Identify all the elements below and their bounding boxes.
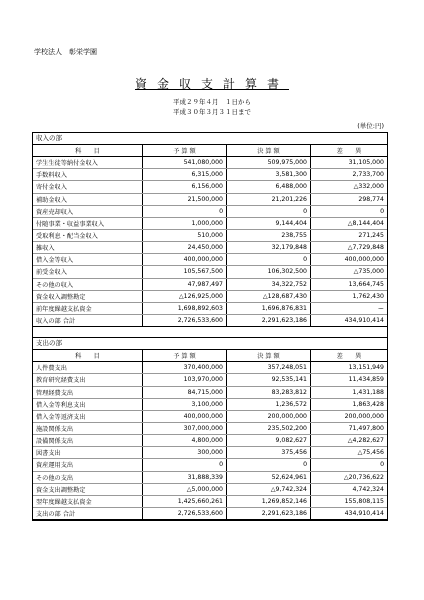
income-diff-cell: 2,733,700 xyxy=(311,169,388,181)
expense-section-label: 支出の部 xyxy=(33,338,387,350)
expense-item-cell: 資金支出調整勘定 xyxy=(33,483,143,495)
expense-row xyxy=(33,386,387,398)
expense-item-cell: 人件費支出 xyxy=(33,362,143,374)
expense-budget-cell: 103,970,000 xyxy=(143,374,227,386)
income-actual-cell: 1,696,876,831 xyxy=(227,302,311,314)
income-actual-cell: 238,755 xyxy=(227,229,311,241)
expense-item-cell: 借入金等利息支出 xyxy=(33,398,143,410)
income-diff-cell: 400,000,000 xyxy=(311,254,388,266)
expense-row xyxy=(33,398,387,410)
income-budget-cell: 400,000,000 xyxy=(143,254,227,266)
income-budget-cell: 1,000,000 xyxy=(143,217,227,229)
income-row xyxy=(33,169,387,181)
expense-item-cell: その他の支出 xyxy=(33,471,143,483)
expense-budget-cell: △5,000,000 xyxy=(143,483,227,495)
income-actual-cell: 509,975,000 xyxy=(227,157,311,169)
income-item-cell: 借入金等収入 xyxy=(33,254,143,266)
income-diff-cell: 298,774 xyxy=(311,193,388,205)
income-item-cell: 資金収入調整勘定 xyxy=(33,290,143,302)
expense-actual-cell: 83,283,812 xyxy=(227,386,311,398)
income-row xyxy=(33,278,387,290)
expense-row xyxy=(33,362,387,374)
income-diff-cell: 31,105,000 xyxy=(311,157,388,169)
expense-budget-cell: 31,888,339 xyxy=(143,471,227,483)
expense-total-actual: 2,291,623,186 xyxy=(227,507,311,519)
income-diff-cell: ー xyxy=(311,302,388,314)
income-budget-cell: 6,315,000 xyxy=(143,169,227,181)
income-budget-cell: 105,567,500 xyxy=(143,266,227,278)
expense-total-budget: 2,726,533,600 xyxy=(143,507,227,519)
expense-header-row xyxy=(33,350,387,362)
income-budget-cell: 541,080,000 xyxy=(143,157,227,169)
expense-item-cell: 借入金等返済支出 xyxy=(33,410,143,422)
income-row xyxy=(33,266,387,278)
income-actual-cell: 0 xyxy=(227,205,311,217)
expense-budget-cell: 0 xyxy=(143,459,227,471)
income-budget-cell: 47,987,497 xyxy=(143,278,227,290)
expense-row xyxy=(33,459,387,471)
income-total-diff: 434,910,414 xyxy=(311,314,388,326)
income-row xyxy=(33,217,387,229)
header-diff: 差 異 xyxy=(311,145,388,157)
income-item-cell: 学生生徒等納付金収入 xyxy=(33,157,143,169)
expense-actual-cell: 0 xyxy=(227,459,311,471)
income-diff-cell: △735,000 xyxy=(311,266,388,278)
income-item-cell: 受取利息・配当金収入 xyxy=(33,229,143,241)
income-actual-cell: △128,687,430 xyxy=(227,290,311,302)
header-item: 科 目 xyxy=(33,350,143,362)
income-section-label: 収入の部 xyxy=(33,133,387,145)
expense-diff-cell: 1,863,428 xyxy=(311,398,388,410)
income-item-cell: 前受金収入 xyxy=(33,266,143,278)
expense-table xyxy=(33,350,387,520)
income-budget-cell: 6,156,000 xyxy=(143,181,227,193)
expense-row xyxy=(33,435,387,447)
expense-actual-cell: 200,000,000 xyxy=(227,410,311,422)
expense-budget-cell: 307,000,000 xyxy=(143,422,227,434)
income-row xyxy=(33,193,387,205)
expense-diff-cell: 71,497,800 xyxy=(311,422,388,434)
income-actual-cell: 32,179,848 xyxy=(227,242,311,254)
income-actual-cell: 9,144,404 xyxy=(227,217,311,229)
income-actual-cell: 0 xyxy=(227,254,311,266)
income-row xyxy=(33,181,387,193)
expense-diff-cell: △75,456 xyxy=(311,447,388,459)
income-header-row xyxy=(33,145,387,157)
income-diff-cell: △332,000 xyxy=(311,181,388,193)
income-actual-cell: 3,581,300 xyxy=(227,169,311,181)
income-diff-cell: △8,144,404 xyxy=(311,217,388,229)
expense-actual-cell: 1,236,572 xyxy=(227,398,311,410)
expense-budget-cell: 84,715,000 xyxy=(143,386,227,398)
income-item-cell: その他の収入 xyxy=(33,278,143,290)
expense-row xyxy=(33,483,387,495)
expense-actual-cell: 9,082,627 xyxy=(227,435,311,447)
expense-row xyxy=(33,495,387,507)
expense-diff-cell: 200,000,000 xyxy=(311,410,388,422)
header-diff: 差 異 xyxy=(311,350,388,362)
period-to: 平成３０年３月３１日まで xyxy=(173,108,251,116)
income-budget-cell: 0 xyxy=(143,205,227,217)
income-item-cell: 前年度繰越支払資金 xyxy=(33,302,143,314)
expense-diff-cell: 11,434,859 xyxy=(311,374,388,386)
expense-total-diff: 434,910,414 xyxy=(311,507,388,519)
income-item-cell: 手数料収入 xyxy=(33,169,143,181)
income-actual-cell: 34,322,752 xyxy=(227,278,311,290)
expense-item-cell: 設備関係支出 xyxy=(33,435,143,447)
expense-actual-cell: 357,248,051 xyxy=(227,362,311,374)
income-actual-cell: 106,302,500 xyxy=(227,266,311,278)
income-row xyxy=(33,157,387,169)
expense-item-cell: 図書支出 xyxy=(33,447,143,459)
organization-name: 学校法人 彰栄学園 xyxy=(34,48,97,56)
document-title: 資金収支計算書 xyxy=(134,77,289,91)
income-total-row xyxy=(33,314,387,326)
income-diff-cell: 0 xyxy=(311,205,388,217)
income-budget-cell: △126,925,000 xyxy=(143,290,227,302)
expense-item-cell: 教育研究経費支出 xyxy=(33,374,143,386)
expense-budget-cell: 400,000,000 xyxy=(143,410,227,422)
expense-item-cell: 翌年度繰越支払資金 xyxy=(33,495,143,507)
income-budget-cell: 1,698,892,603 xyxy=(143,302,227,314)
section-gap xyxy=(33,327,387,338)
income-diff-cell: 1,762,430 xyxy=(311,290,388,302)
income-budget-cell: 510,000 xyxy=(143,229,227,241)
income-item-cell: 雑収入 xyxy=(33,242,143,254)
expense-row xyxy=(33,471,387,483)
income-row xyxy=(33,205,387,217)
expense-actual-cell: 52,624,961 xyxy=(227,471,311,483)
expense-budget-cell: 4,800,000 xyxy=(143,435,227,447)
expense-diff-cell: △20,736,622 xyxy=(311,471,388,483)
expense-diff-cell: △4,282,627 xyxy=(311,435,388,447)
income-budget-cell: 21,500,000 xyxy=(143,193,227,205)
expense-budget-cell: 370,400,000 xyxy=(143,362,227,374)
income-total-actual: 2,291,623,186 xyxy=(227,314,311,326)
expense-actual-cell: 375,456 xyxy=(227,447,311,459)
income-item-cell: 付随事業・収益事業収入 xyxy=(33,217,143,229)
income-row xyxy=(33,302,387,314)
header-budget: 予 算 額 xyxy=(143,350,227,362)
expense-actual-cell: 235,502,200 xyxy=(227,422,311,434)
expense-actual-cell: 92,535,141 xyxy=(227,374,311,386)
income-row xyxy=(33,242,387,254)
income-diff-cell: 271,245 xyxy=(311,229,388,241)
expense-budget-cell: 3,100,000 xyxy=(143,398,227,410)
expense-diff-cell: 1,431,188 xyxy=(311,386,388,398)
header-budget: 予 算 額 xyxy=(143,145,227,157)
expense-diff-cell: 155,808,115 xyxy=(311,495,388,507)
expense-row xyxy=(33,374,387,386)
income-item-cell: 資産売却収入 xyxy=(33,205,143,217)
expense-total-item: 支出の部 合計 xyxy=(33,507,143,519)
income-row xyxy=(33,229,387,241)
expense-item-cell: 施設関係支出 xyxy=(33,422,143,434)
income-table xyxy=(33,145,387,327)
income-total-item: 収入の部 合計 xyxy=(33,314,143,326)
expense-item-cell: 資産運用支出 xyxy=(33,459,143,471)
income-actual-cell: 6,488,000 xyxy=(227,181,311,193)
income-row xyxy=(33,290,387,302)
expense-row xyxy=(33,422,387,434)
period-from: 平成２９年４月 １日から xyxy=(173,98,251,106)
expense-diff-cell: 4,742,324 xyxy=(311,483,388,495)
expense-diff-cell: 13,151,949 xyxy=(311,362,388,374)
income-budget-cell: 24,450,000 xyxy=(143,242,227,254)
header-actual: 決 算 額 xyxy=(227,350,311,362)
income-total-budget: 2,726,533,600 xyxy=(143,314,227,326)
statement-frame xyxy=(32,132,388,521)
expense-row xyxy=(33,410,387,422)
income-diff-cell: 13,664,745 xyxy=(311,278,388,290)
income-item-cell: 補助金収入 xyxy=(33,193,143,205)
income-row xyxy=(33,254,387,266)
income-diff-cell: △7,729,848 xyxy=(311,242,388,254)
income-item-cell: 寄付金収入 xyxy=(33,181,143,193)
unit-label: (単位:円) xyxy=(357,122,384,130)
expense-row xyxy=(33,447,387,459)
expense-actual-cell: △9,742,324 xyxy=(227,483,311,495)
expense-diff-cell: 0 xyxy=(311,459,388,471)
expense-budget-cell: 300,000 xyxy=(143,447,227,459)
expense-item-cell: 管理経費支出 xyxy=(33,386,143,398)
expense-total-row xyxy=(33,507,387,519)
header-actual: 決 算 額 xyxy=(227,145,311,157)
header-item: 科 目 xyxy=(33,145,143,157)
expense-actual-cell: 1,269,852,146 xyxy=(227,495,311,507)
income-actual-cell: 21,201,226 xyxy=(227,193,311,205)
expense-budget-cell: 1,425,660,261 xyxy=(143,495,227,507)
